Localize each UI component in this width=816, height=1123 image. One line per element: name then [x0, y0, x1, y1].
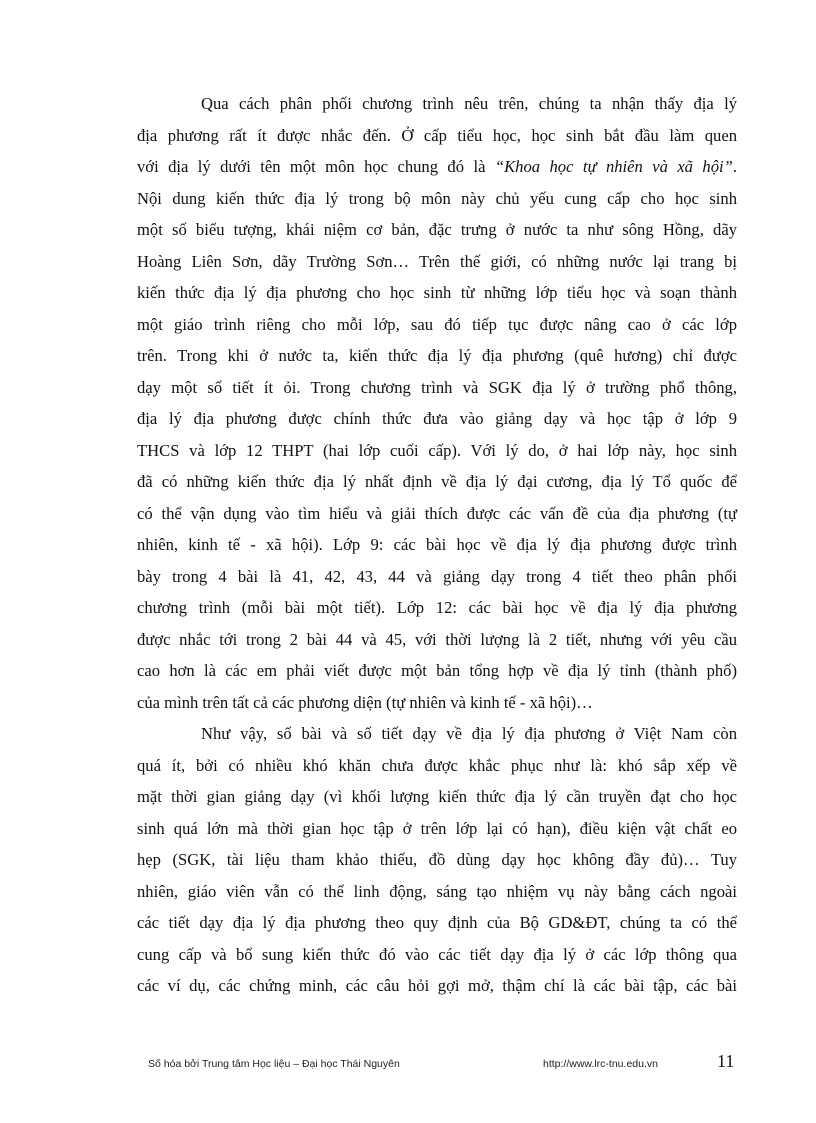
text-line: quá ít, bởi có nhiều khó khăn chưa được khắc phục như là: khó sắp xếp về [137, 755, 737, 775]
text-line: của mình trên tất cả các phương diện (tự nhiên và kinh tế - xã hội)… [137, 692, 593, 712]
text-line: cao hơn là các em phải viết được một bản tổng hợp về địa lý tỉnh (thành phố) [137, 661, 737, 680]
paragraph-2 [137, 718, 737, 1002]
text-line: chương trình (mỗi bài một tiết). Lớp 12: các bài học về địa lý địa phương [137, 598, 737, 617]
paragraph-1 [137, 88, 737, 718]
text-line: nhiên, giáo viên vẫn có thể linh động, sáng tạo nhiệm vụ này bằng cách ngoài [137, 881, 737, 901]
text-line: một giáo trình riêng cho mỗi lớp, sau đó tiếp tục được nâng cao ở các lớp [137, 314, 737, 334]
text-line: trên. Trong khi ở nước ta, kiến thức địa lý địa phương (quê hương) chỉ được [137, 346, 737, 365]
text-line-with-italic [137, 151, 737, 183]
text-line: cung cấp và bổ sung kiến thức đó vào các tiết dạy địa lý ở các lớp thông qua [137, 944, 737, 964]
page-number: 11 [717, 1051, 735, 1071]
footer-url-link[interactable]: http://www.lrc-tnu.edu.vn [543, 1058, 658, 1070]
text-line: Hoàng Liên Sơn, dãy Trường Sơn… Trên thế giới, có những nước lại trang bị [137, 251, 737, 271]
text-line: một số biểu tượng, khái niệm cơ bản, đặc trưng ở nước ta như sông Hồng, dãy [137, 220, 737, 239]
text-line: mặt thời gian giảng dạy (vì khối lượng kiến thức địa lý cần truyền đạt cho học [137, 787, 737, 806]
text-line: có thể vận dụng vào tìm hiểu và giải thích được các vấn đề của địa phương (tự [137, 503, 737, 523]
footer-source: Số hóa bởi Trung tâm Học liệu – Đại học Thái Nguyên [148, 1058, 400, 1070]
text-line: Qua cách phân phối chương trình nêu trên, chúng ta nhận thấy địa lý [201, 94, 737, 113]
text-line-start: với địa lý dưới tên một môn học chung đó là [137, 157, 486, 176]
text-line: Nội dung kiến thức địa lý trong bộ môn này chủ yếu cung cấp cho học sinh [137, 188, 737, 208]
italic-subject-name: “Khoa học tự nhiên và xã hội” [494, 157, 733, 176]
document-body [137, 88, 737, 1002]
text-line: các tiết dạy địa lý địa phương theo quy định của Bộ GD&ĐT, chúng ta có thể [137, 913, 737, 932]
text-line: địa lý địa phương được chính thức đưa vào giảng dạy và học tập ở lớp 9 [137, 409, 737, 428]
text-line: sinh quá lớn mà thời gian học tập ở trên lớp lại có hạn), điều kiện vật chất eo [137, 818, 737, 838]
text-line: địa phương rất ít được nhắc đến. Ở cấp tiểu học, học sinh bắt đầu làm quen [137, 125, 737, 145]
text-line: hẹp (SGK, tài liệu tham khảo thiếu, đồ dùng dạy học không đầy đủ)… Tuy [137, 850, 737, 869]
text-line: bày trong 4 bài là 41, 42, 43, 44 và giảng dạy trong 4 tiết theo phân phối [137, 566, 737, 586]
text-line: đã có những kiến thức địa lý nhất định về địa lý đại cương, địa lý Tổ quốc để [137, 472, 737, 491]
text-line: nhiên, kinh tế - xã hội). Lớp 9: các bài học về địa lý địa phương được trình [137, 535, 737, 554]
period: . [732, 157, 737, 176]
text-line: các ví dụ, các chứng minh, các câu hỏi gợi mở, thậm chí là các bài tập, các bài [137, 976, 737, 995]
text-line: THCS và lớp 12 THPT (hai lớp cuối cấp). Với lý do, ở hai lớp này, học sinh [137, 440, 737, 460]
text-line: Như vậy, số bài và số tiết dạy về địa lý địa phương ở Việt Nam còn [201, 724, 737, 743]
text-line: kiến thức địa lý địa phương cho học sinh từ những lớp tiểu học và soạn thành [137, 283, 737, 302]
text-line: được nhắc tới trong 2 bài 44 và 45, với thời lượng là 2 tiết, nhưng với yêu cầu [137, 629, 737, 649]
text-line: dạy một số tiết ít ỏi. Trong chương trình và SGK địa lý ở trường phổ thông, [137, 377, 737, 397]
